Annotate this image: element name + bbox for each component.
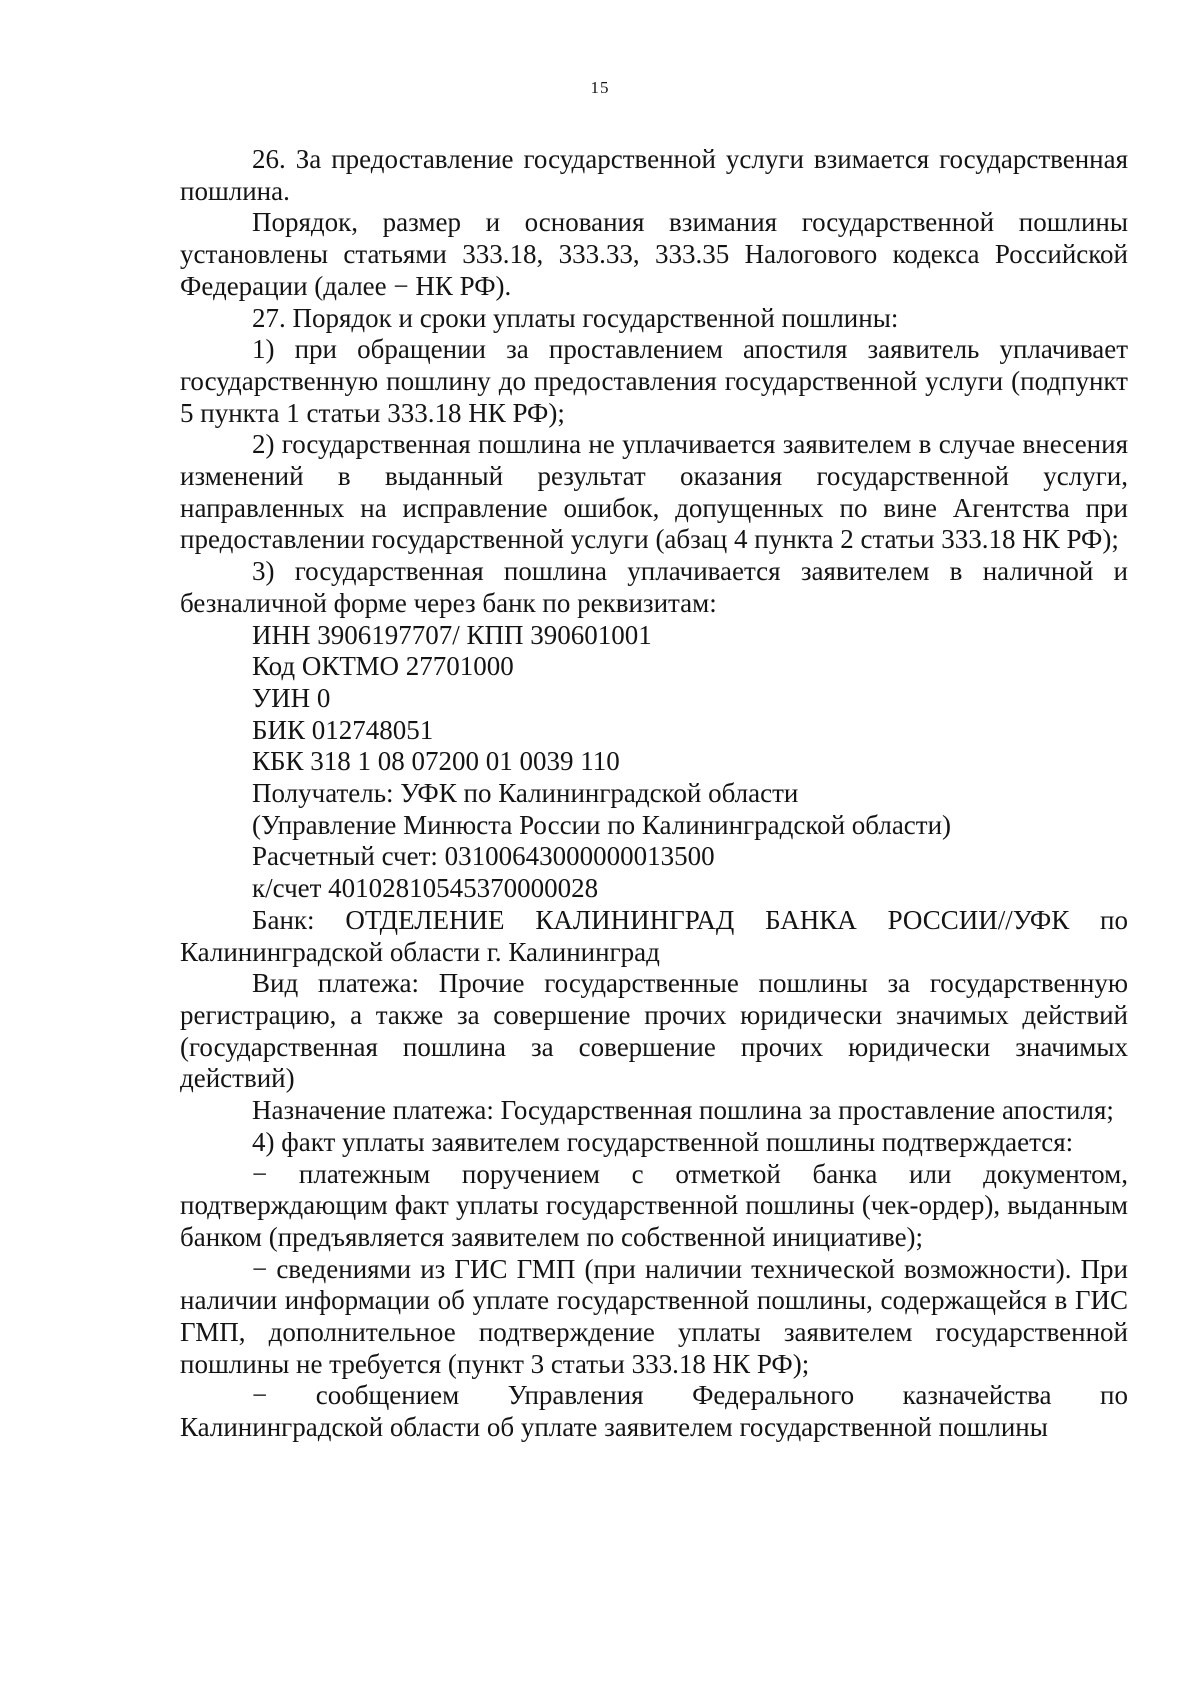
requisite-corr-account: к/счет 40102810545370000028 — [252, 873, 599, 904]
requisite-kbk: КБК 318 1 08 07200 01 0039 110 — [252, 746, 620, 777]
requisite-bik: БИК 012748051 — [252, 714, 434, 745]
paragraph-bank: Банк: ОТДЕЛЕНИЕ КАЛИНИНГРАД БАНКА РОССИИ//УФК по Калининградской области г. Калининград — [180, 904, 1128, 967]
requisite-recipient-note: (Управление Минюста России по Калининградской области) — [252, 809, 952, 840]
confirmation-gis-gmp: − сведениями из ГИС ГМП (при наличии технической возможности). При наличии информации об уплате государственной пошлины, содержащейся в ГИС ГМП, дополнительное подтверждение уплаты заявителем государственной пошлины не требуется (пункт 3 статьи 333.18 НК РФ); — [180, 1253, 1128, 1379]
paragraph-26-fee: 26. За предоставление государственной услуги взимается государственная пошлина. — [180, 144, 1128, 206]
page-number: 15 — [590, 78, 610, 97]
paragraph-27-heading: 27. Порядок и сроки уплаты государственной пошлины: — [252, 302, 899, 333]
paragraph-fee-basis: Порядок, размер и основания взимания государственной пошлины установлены статьями 333.18, 333.33, 333.35 Налогового кодекса Российской Федерации (далее − НК РФ). — [180, 207, 1128, 301]
list-item-3: 3) государственная пошлина уплачивается заявителем в наличной и безналичной форме через банк по реквизитам: — [180, 556, 1128, 618]
document-body — [180, 144, 1128, 1444]
confirmation-payment-order: − платежным поручением с отметкой банка или документом, подтверждающим факт уплаты государственной пошлины (чек-ордер), выданным банком (предъявляется заявителем по собственной инициативе); — [180, 1158, 1128, 1252]
list-item-2: 2) государственная пошлина не уплачивается заявителем в случае внесения изменений в выданный результат оказания государственной услуги, направленных на исправление ошибок, допущенных по вине Агентства при предоставлении государственной услуги (абзац 4 пункта 2 статьи 333.18 НК РФ); — [180, 429, 1128, 555]
requisite-account: Расчетный счет: 03100643000000013500 — [252, 841, 715, 872]
paragraph-payment-purpose: Назначение платежа: Государственная пошлина за проставление апостиля; — [252, 1095, 1114, 1126]
requisite-inn-kpp: ИНН 3906197707/ КПП 390601001 — [252, 619, 652, 650]
bank-requisites — [180, 620, 1128, 905]
paragraph-payment-type: Вид платежа: Прочие государственные пошлины за государственную регистрацию, а также за совершение прочих юридически значимых действий (государственная пошлина за совершение прочих юридически значимых действий) — [180, 968, 1128, 1094]
list-item-4: 4) факт уплаты заявителем государственной пошлины подтверждается: — [252, 1126, 1074, 1157]
requisite-uin: УИН 0 — [252, 682, 331, 713]
requisite-oktmo: Код ОКТМО 27701000 — [252, 651, 514, 682]
list-item-1: 1) при обращении за проставлением апостиля заявитель уплачивает государственную пошлину до предоставления государственной услуги (подпункт 5 пункта 1 статьи 333.18 НК РФ); — [180, 334, 1128, 428]
requisite-recipient: Получатель: УФК по Калининградской области — [252, 778, 799, 809]
confirmation-treasury: − сообщением Управления Федерального казначейства по Калининградской области об уплате заявителем государственной пошлины — [180, 1380, 1128, 1443]
